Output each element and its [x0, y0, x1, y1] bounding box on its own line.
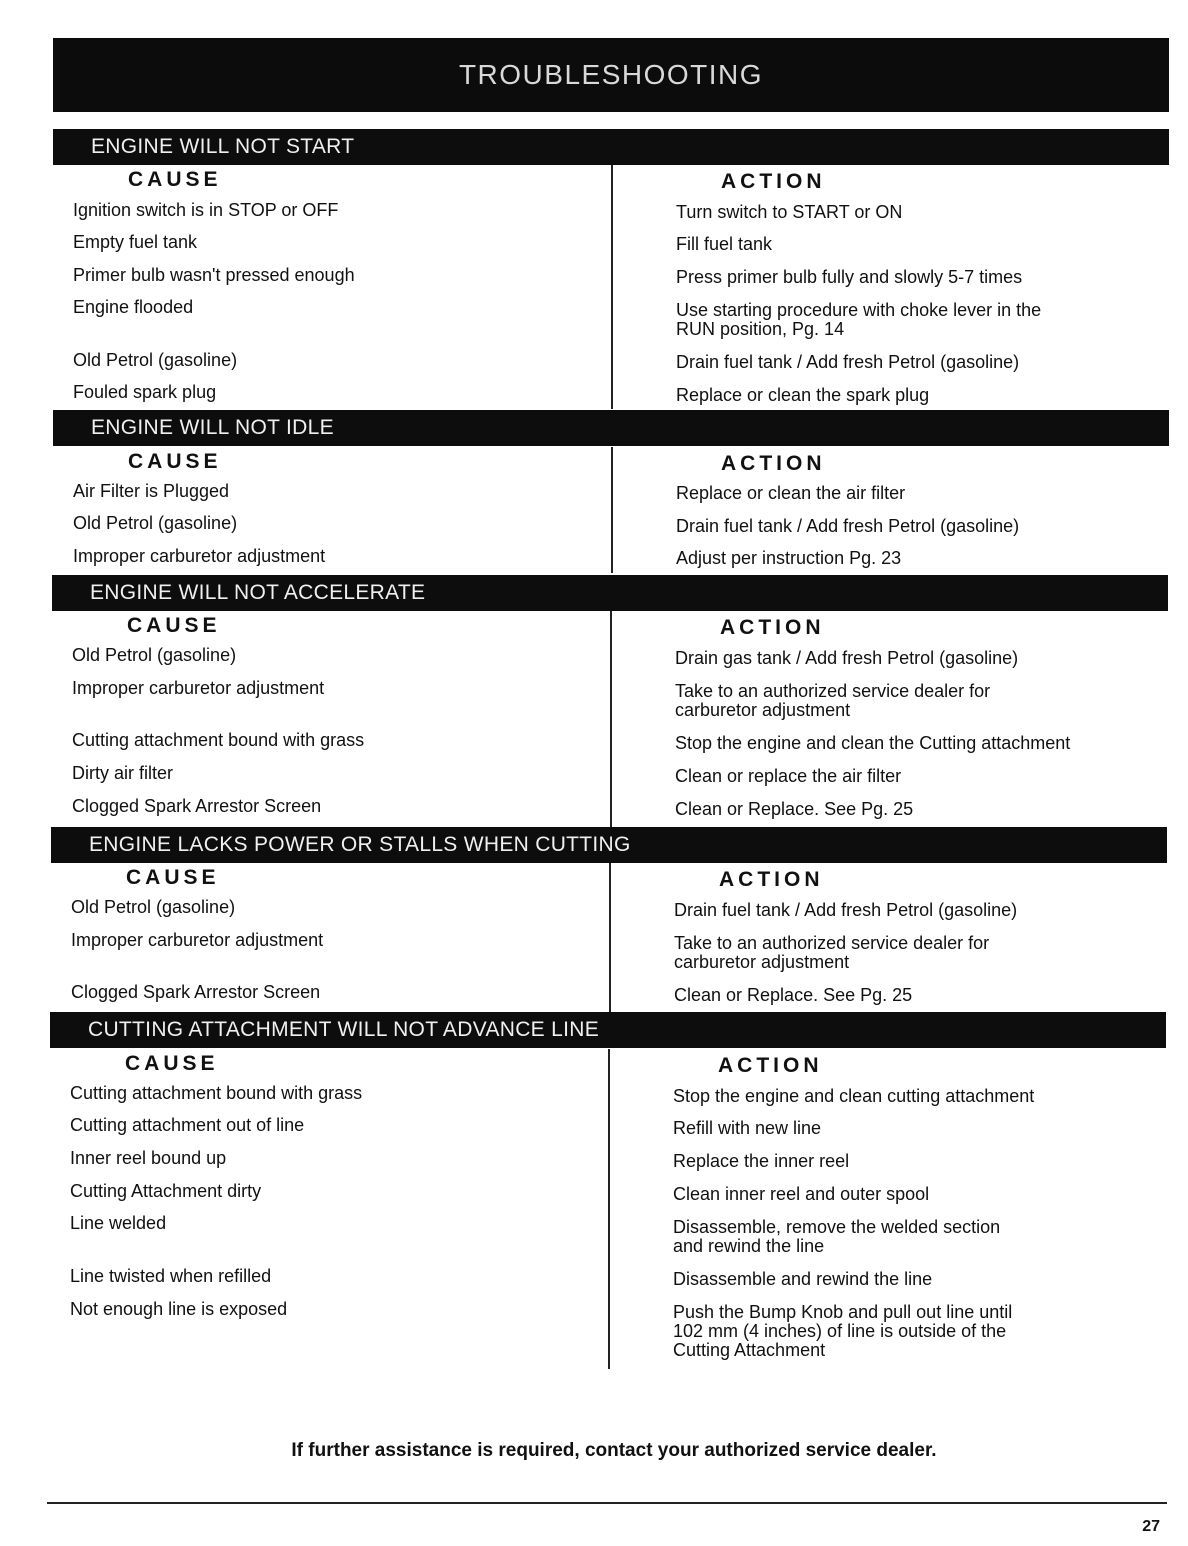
- cause-column-header: CAUSE: [128, 450, 222, 473]
- action-cell: Take to an authorized service dealer for carburetor adjustment: [675, 681, 991, 720]
- cause-cell: Line welded: [70, 1213, 167, 1233]
- action-cell: Clean or Replace. See Pg. 25: [675, 799, 914, 819]
- column-divider: [608, 1049, 610, 1369]
- action-cell: Replace the inner reel: [673, 1151, 850, 1171]
- action-cell: Stop the engine and clean the Cutting attachment: [675, 733, 1071, 753]
- action-cell: Clean or replace the air filter: [675, 766, 902, 786]
- action-cell: Drain fuel tank / Add fresh Petrol (gasoline): [674, 900, 1018, 920]
- cause-cell: Fouled spark plug: [73, 382, 217, 402]
- action-cell: Take to an authorized service dealer for carburetor adjustment: [674, 933, 990, 972]
- section-heading-engine-will-not-idle: ENGINE WILL NOT IDLE: [53, 410, 1169, 446]
- cause-column-header: CAUSE: [125, 1052, 219, 1075]
- cause-cell: Improper carburetor adjustment: [71, 930, 324, 950]
- action-column-header: ACTION: [721, 452, 826, 475]
- section-heading-engine-will-not-accelerate: ENGINE WILL NOT ACCELERATE: [52, 575, 1168, 611]
- page-title: TROUBLESHOOTING: [53, 38, 1169, 112]
- cause-cell: Improper carburetor adjustment: [73, 546, 326, 566]
- action-cell: Push the Bump Knob and pull out line until 102 mm (4 inches) of line is outside of the Cutting Attachment: [673, 1302, 1013, 1360]
- cause-cell: Old Petrol (gasoline): [71, 897, 236, 917]
- cause-cell: Cutting attachment bound with grass: [72, 730, 365, 750]
- column-divider: [610, 611, 612, 829]
- cause-column-header: CAUSE: [127, 614, 221, 637]
- action-cell: Turn switch to START or ON: [676, 202, 903, 222]
- section-heading-engine-lacks-power: ENGINE LACKS POWER OR STALLS WHEN CUTTING: [51, 827, 1167, 863]
- column-divider: [611, 165, 613, 409]
- section-heading-cutting-attachment-will-not-advance-line: CUTTING ATTACHMENT WILL NOT ADVANCE LINE: [50, 1012, 1166, 1048]
- action-cell: Drain gas tank / Add fresh Petrol (gasoline): [675, 648, 1019, 668]
- cause-cell: Cutting attachment bound with grass: [70, 1083, 363, 1103]
- action-cell: Clean inner reel and outer spool: [673, 1184, 930, 1204]
- cause-cell: Air Filter is Plugged: [73, 481, 230, 501]
- cause-cell: Improper carburetor adjustment: [72, 678, 325, 698]
- cause-cell: Old Petrol (gasoline): [73, 350, 238, 370]
- action-cell: Disassemble and rewind the line: [673, 1269, 933, 1289]
- action-cell: Refill with new line: [673, 1118, 822, 1138]
- cause-cell: Inner reel bound up: [70, 1148, 227, 1168]
- action-cell: Adjust per instruction Pg. 23: [676, 548, 902, 568]
- action-cell: Press primer bulb fully and slowly 5-7 times: [676, 267, 1023, 287]
- cause-cell: Line twisted when refilled: [70, 1266, 272, 1286]
- action-cell: Fill fuel tank: [676, 234, 773, 254]
- cause-cell: Cutting Attachment dirty: [70, 1181, 262, 1201]
- cause-cell: Not enough line is exposed: [70, 1299, 288, 1319]
- action-cell: Clean or Replace. See Pg. 25: [674, 985, 913, 1005]
- column-divider: [609, 863, 611, 1013]
- assistance-note: If further assistance is required, contact your authorized service dealer.: [291, 1440, 937, 1461]
- action-cell: Disassemble, remove the welded section and rewind the line: [673, 1217, 1001, 1256]
- action-column-header: ACTION: [720, 616, 825, 639]
- column-divider: [611, 447, 613, 573]
- cause-cell: Clogged Spark Arrestor Screen: [71, 982, 321, 1002]
- section-heading-engine-will-not-start: ENGINE WILL NOT START: [53, 129, 1169, 165]
- action-column-header: ACTION: [718, 1054, 823, 1077]
- cause-cell: Primer bulb wasn't pressed enough: [73, 265, 355, 285]
- page-number: 27: [1142, 1518, 1160, 1535]
- cause-cell: Old Petrol (gasoline): [72, 645, 237, 665]
- action-cell: Drain fuel tank / Add fresh Petrol (gasoline): [676, 516, 1020, 536]
- cause-column-header: CAUSE: [126, 866, 220, 889]
- action-column-header: ACTION: [721, 170, 826, 193]
- footer-rule: [47, 1502, 1167, 1504]
- cause-cell: Clogged Spark Arrestor Screen: [72, 796, 322, 816]
- action-cell: Stop the engine and clean cutting attachment: [673, 1086, 1035, 1106]
- action-cell: Replace or clean the air filter: [676, 483, 906, 503]
- cause-cell: Engine flooded: [73, 297, 194, 317]
- action-cell: Replace or clean the spark plug: [676, 385, 930, 405]
- action-column-header: ACTION: [719, 868, 824, 891]
- cause-cell: Empty fuel tank: [73, 232, 198, 252]
- cause-cell: Ignition switch is in STOP or OFF: [73, 200, 339, 220]
- cause-cell: Dirty air filter: [72, 763, 174, 783]
- cause-column-header: CAUSE: [128, 168, 222, 191]
- cause-cell: Cutting attachment out of line: [70, 1115, 305, 1135]
- action-cell: Drain fuel tank / Add fresh Petrol (gasoline): [676, 352, 1020, 372]
- action-cell: Use starting procedure with choke lever in the RUN position, Pg. 14: [676, 300, 1042, 339]
- cause-cell: Old Petrol (gasoline): [73, 513, 238, 533]
